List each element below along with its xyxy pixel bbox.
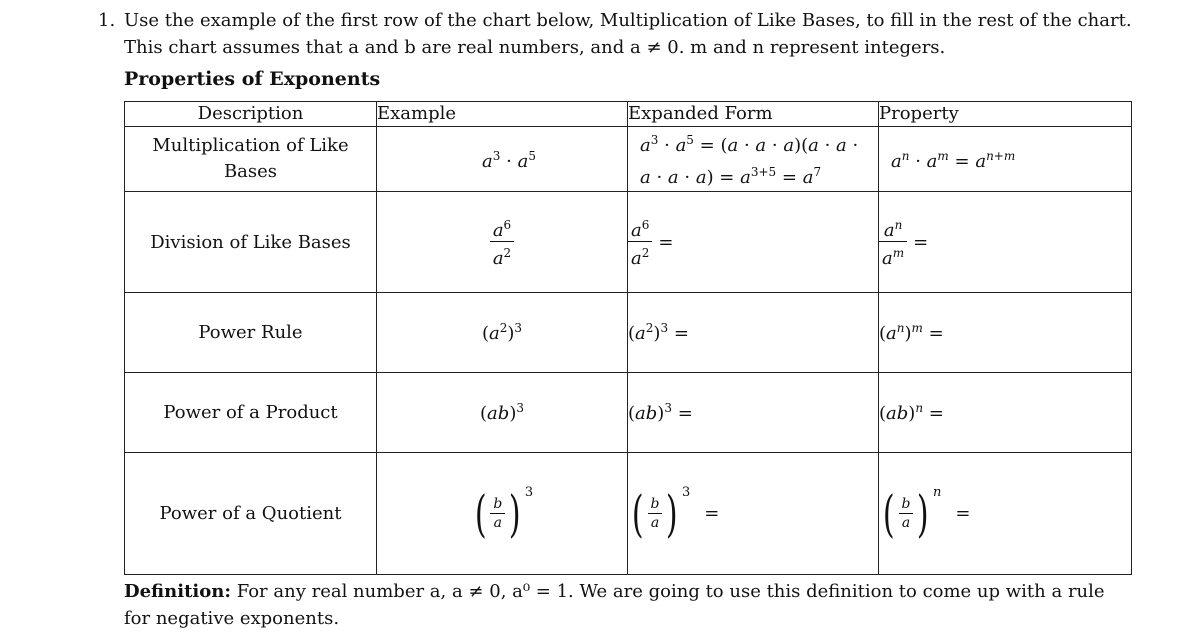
fraction: $\frac{a^6}{a^2}$ — [628, 215, 652, 270]
definition-text: For any real number a, a ≠ 0, a⁰ = 1. We are going to use this definition to come up with a rule for negative exponents. — [124, 581, 1105, 629]
row-description: Power of a Quotient — [125, 453, 377, 575]
example-cell — [377, 453, 628, 575]
table-row — [125, 192, 1132, 293]
expanded-form-cell[interactable]: $\frac{a^6}{a^2}$ = — [628, 192, 879, 293]
row-description: Power of a Product — [125, 373, 377, 453]
parenthesized-fraction: ( $\frac{b}{a}$ ) n — [882, 484, 942, 543]
table-row — [125, 127, 1132, 192]
property-cell: $a^n \cdot a^m = a^{n+m}$ — [879, 127, 1132, 192]
example-cell: $(a^2)^3$ — [377, 293, 628, 373]
expanded-form-cell[interactable]: $(a^2)^3$ = — [628, 293, 879, 373]
parenthesized-fraction: ( $\frac{b}{a}$ ) 3 — [474, 484, 534, 543]
table-row — [125, 373, 1132, 453]
question-number: 1. — [98, 10, 116, 31]
header-expanded-form: Expanded Form — [628, 102, 879, 127]
property-cell[interactable]: $\frac{a^n}{a^m}$ = — [879, 192, 1132, 293]
header-row — [125, 102, 1132, 127]
instruction-text: Use the example of the first row of the chart below, Multiplication of Like Bases, to fill in the rest of the chart. This chart assumes that a and b are real numbers, and a ≠ 0. m and n represent integers. — [124, 10, 1132, 58]
exponent-properties-table — [124, 101, 1132, 575]
header-example: Example — [377, 102, 628, 127]
definition-label: Definition: — [124, 581, 231, 602]
header-description: Description — [125, 102, 377, 127]
example-cell: $a^3 \cdot a^5$ — [377, 127, 628, 192]
fraction: $\frac{a^n}{a^m}$ — [879, 215, 907, 270]
property-cell[interactable]: ( $\frac{b}{a}$ ) n = — [879, 453, 1132, 575]
property-cell[interactable]: $(a^n)^m$ = — [879, 293, 1132, 373]
fraction: $\frac{a^6}{a^2}$ — [490, 215, 514, 270]
expanded-form-cell[interactable]: ( $\frac{b}{a}$ ) 3 = — [628, 453, 879, 575]
table-row — [125, 293, 1132, 373]
expanded-form-cell[interactable]: (ab)$^3$ = — [628, 373, 879, 453]
definition-paragraph — [124, 578, 1134, 632]
table-title: Properties of Exponents — [124, 68, 381, 90]
parenthesized-fraction: ( $\frac{b}{a}$ ) 3 — [631, 484, 691, 543]
expanded-form-cell: $a^3 \cdot a^5 = (a \cdot a \cdot a)(a \cdot a$ · $a \cdot a \cdot a) = a^{3+5} = a^7$ — [628, 127, 879, 192]
example-cell — [377, 192, 628, 293]
header-property: Property — [879, 102, 1132, 127]
row-description: Power Rule — [125, 293, 377, 373]
row-description: Division of Like Bases — [125, 192, 377, 293]
instruction-paragraph — [98, 7, 1138, 61]
property-cell[interactable]: (ab)$^n$ = — [879, 373, 1132, 453]
row-description: Multiplication of Like Bases — [125, 127, 377, 192]
table-row — [125, 453, 1132, 575]
example-cell: (ab)$^3$ — [377, 373, 628, 453]
